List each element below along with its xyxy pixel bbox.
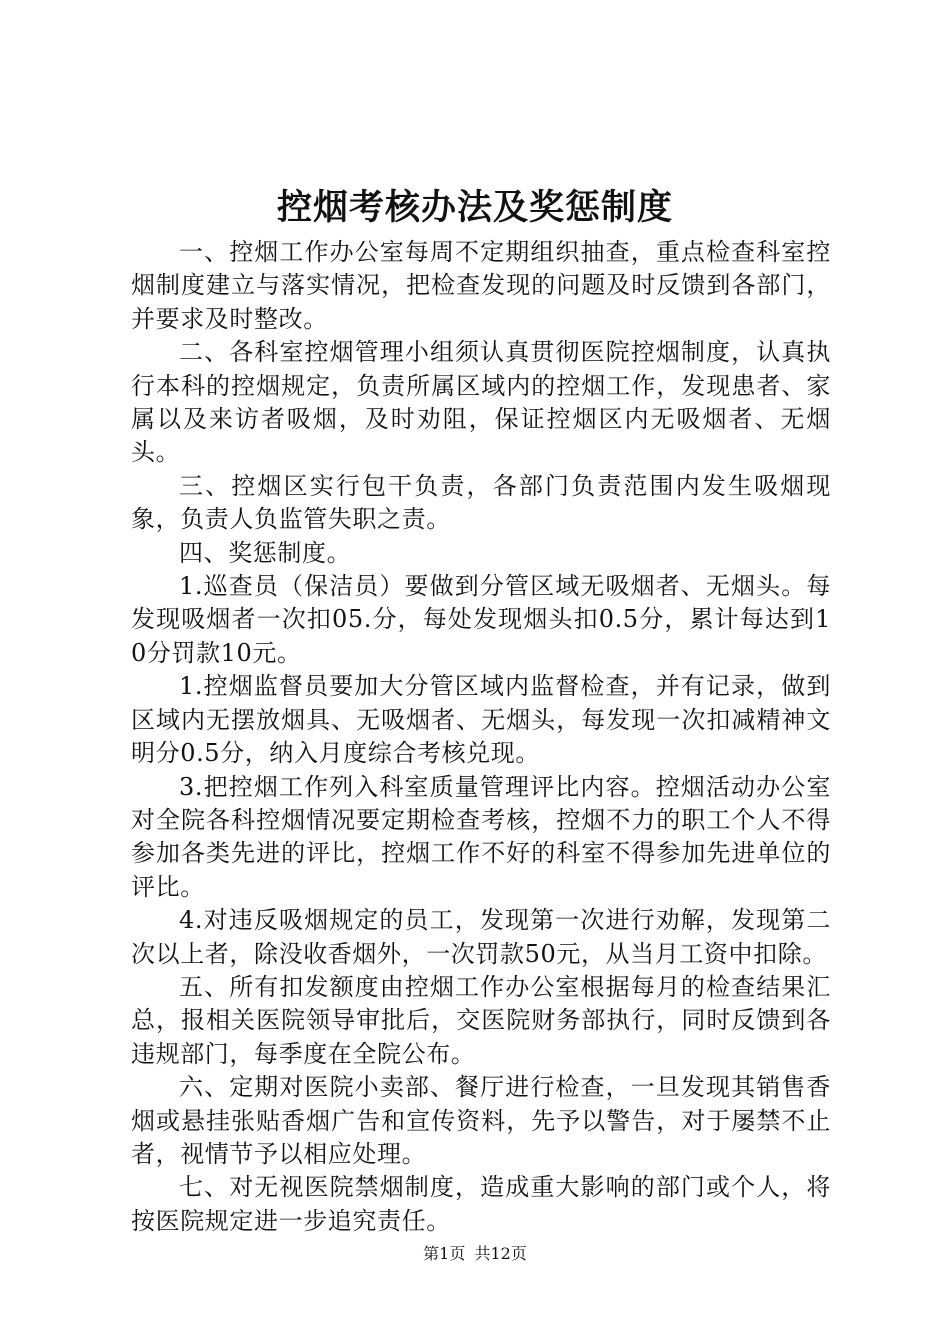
- paragraph-7: 3.把控烟工作列入科室质量管理评比内容。控烟活动办公室对全院各科控烟情况要定期检查考核，控烟不力的职工个人不得参加各类先进的评比，控烟工作不好的科室不得参加先进单位的评比。: [131, 772, 831, 901]
- page-number-current: 第1页: [423, 1244, 466, 1263]
- page-footer: [0, 1242, 950, 1266]
- paragraph-3: 三、控烟区实行包干负责，各部门负责范围内发生吸烟现象，负责人负监管失职之责。: [131, 471, 831, 534]
- paragraph-4: 四、奖惩制度。: [179, 538, 352, 567]
- paragraph-5: 1.巡查员（保洁员）要做到分管区域无吸烟者、无烟头。每发现吸烟者一次扣05.分，每处发现烟头扣0.5分，累计每达到10分罚款10元。: [131, 572, 831, 667]
- paragraph-8: 4.对违反吸烟规定的员工，发现第一次进行劝解，发现第二次以上者，除没收香烟外，一次罚款50元，从当月工资中扣除。: [131, 906, 831, 968]
- paragraph-2: 二、各科室控烟管理小组须认真贯彻医院控烟制度，认真执行本科的控烟规定，负责所属区域内的控烟工作，发现患者、家属以及来访者吸烟，及时劝阻，保证控烟区内无吸烟者、无烟头。: [131, 338, 831, 467]
- document-title: 控烟考核办法及奖惩制度: [276, 187, 673, 228]
- paragraph-11: 七、对无视医院禁烟制度，造成重大影响的部门或个人，将按医院规定进一步追究责任。: [131, 1173, 831, 1235]
- paragraph-10: 六、定期对医院小卖部、餐厅进行检查，一旦发现其销售香烟或悬挂张贴香烟广告和宣传资料，先予以警告，对于屡禁不止者，视情节予以相应处理。: [131, 1073, 831, 1168]
- document-body: [131, 236, 831, 1238]
- paragraph-9: 五、所有扣发额度由控烟工作办公室根据每月的检查结果汇总，报相关医院领导审批后，交医院财务部执行，同时反馈到各违规部门，每季度在全院公布。: [131, 972, 831, 1068]
- paragraph-1: 一、控烟工作办公室每周不定期组织抽查，重点检查科室控烟制度建立与落实情况，把检查发现的问题及时反馈到各部门，并要求及时整改。: [131, 238, 831, 333]
- page-number-total: 共12页: [474, 1244, 527, 1263]
- paragraph-6: 1.控烟监督员要加大分管区域内监督检查，并有记录，做到区域内无摆放烟具、无吸烟者、无烟头，每发现一次扣减精神文明分0.5分，纳入月度综合考核兑现。: [131, 672, 831, 768]
